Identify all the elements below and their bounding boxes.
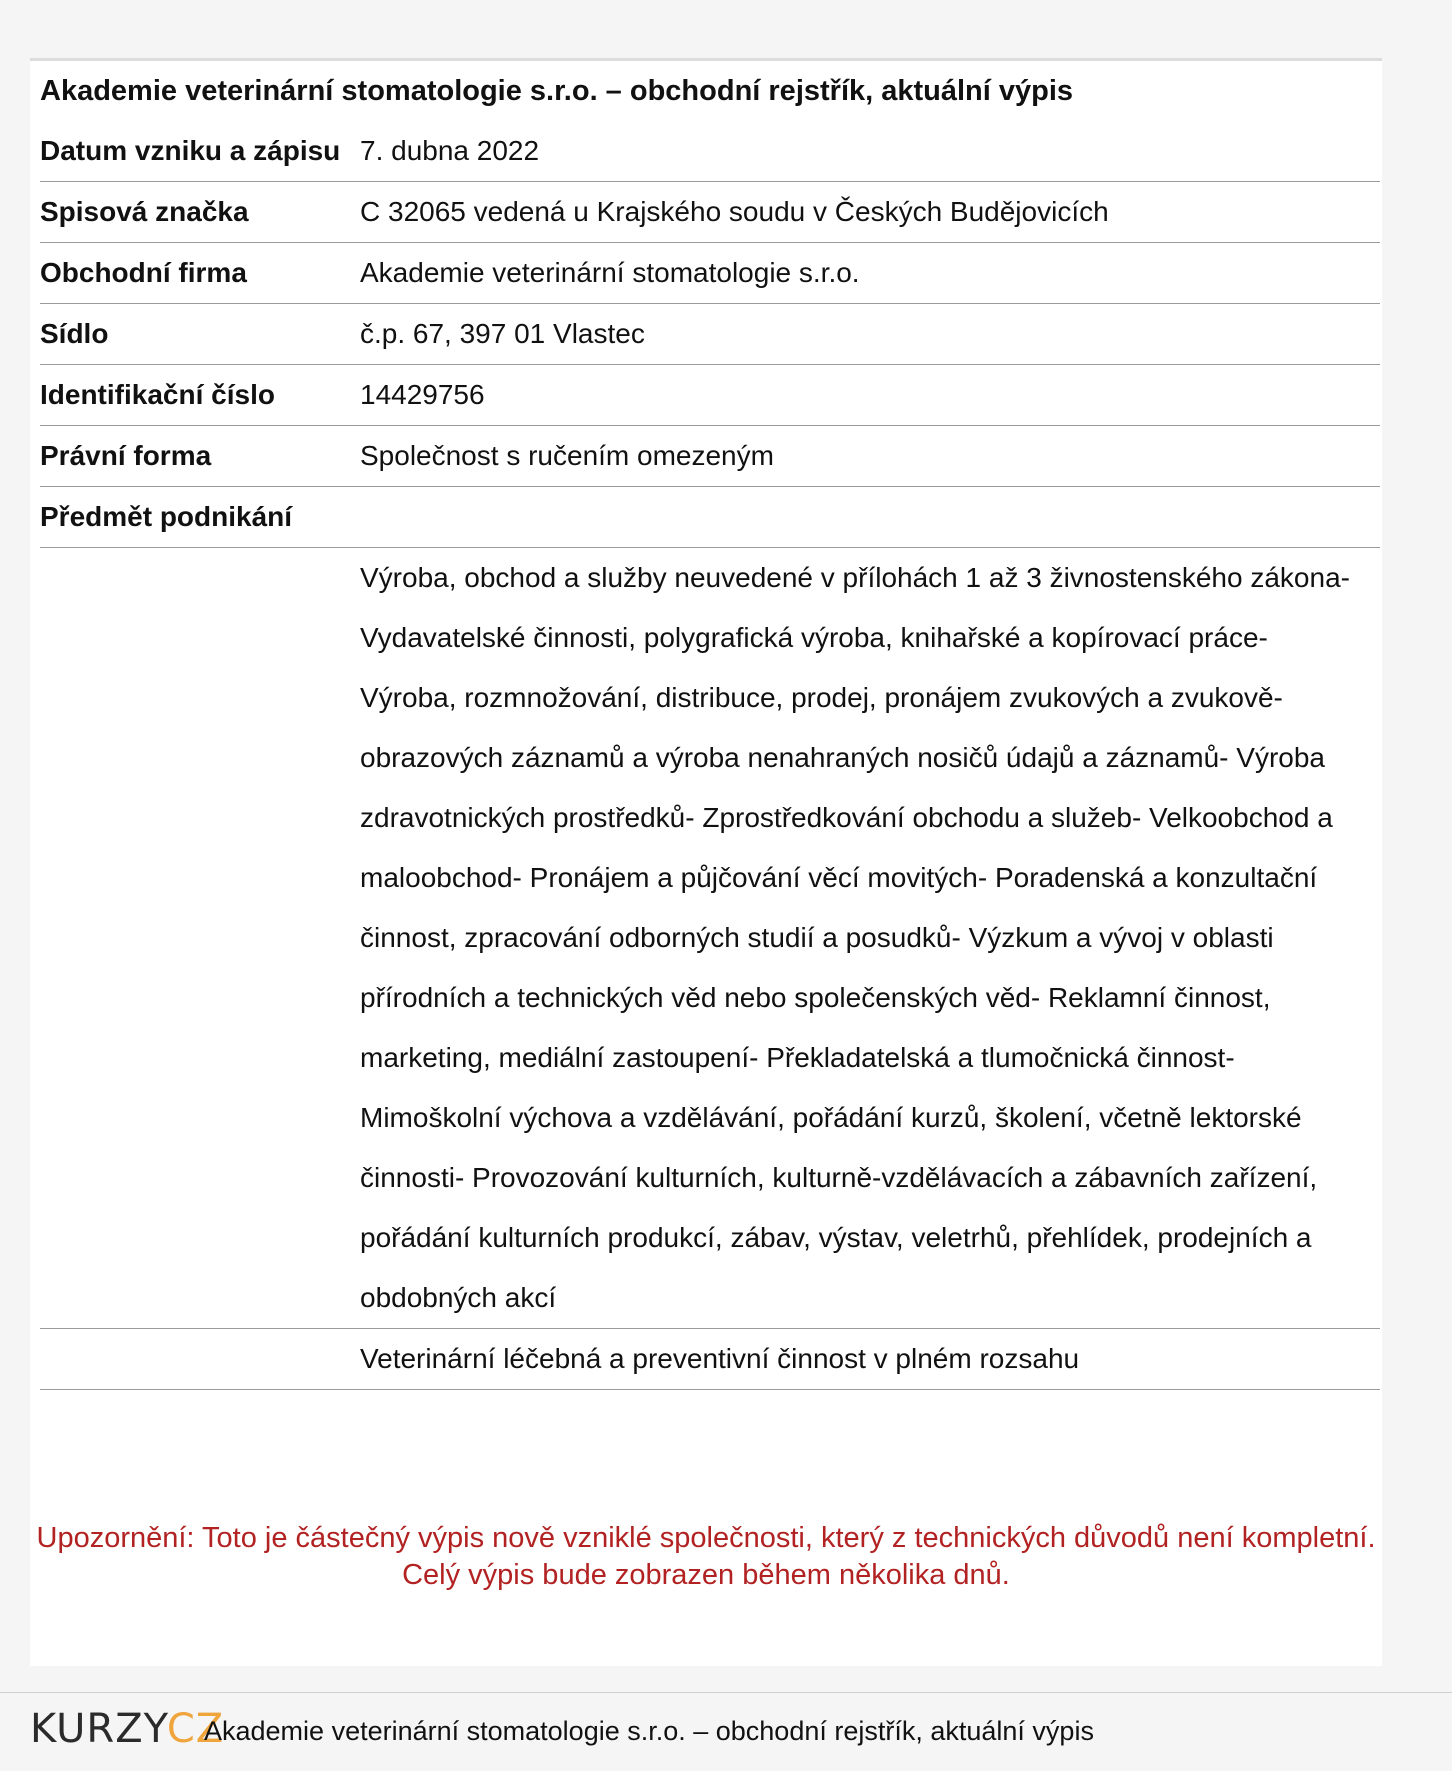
row-label-ico: Identifikační číslo xyxy=(40,365,360,426)
logo-text-right: CZ xyxy=(166,1706,225,1752)
kurzy-logo[interactable] xyxy=(30,1707,224,1751)
logo-text-left: KURZY xyxy=(30,1706,167,1752)
row-value-firma: Akademie veterinární stomatologie s.r.o. xyxy=(360,243,1380,304)
footer-title: Akademie veterinární stomatologie s.r.o. – obchodní rejstřík, aktuální výpis xyxy=(204,1716,1094,1746)
empty-cell xyxy=(40,548,360,1329)
row-value-datum: 7. dubna 2022 xyxy=(360,121,1380,182)
row-value-forma: Společnost s ručením omezeným xyxy=(360,426,1380,487)
table-row xyxy=(40,182,1380,243)
table-row xyxy=(40,426,1380,487)
row-label-datum: Datum vzniku a zápisu xyxy=(40,121,360,182)
row-label-spisova: Spisová značka xyxy=(40,182,360,243)
table-row xyxy=(40,487,1380,548)
page-title: Akademie veterinární stomatologie s.r.o. – obchodní rejstřík, aktuální výpis xyxy=(40,75,1074,107)
activity-item: Veterinární léčebná a preventivní činnost v plném rozsahu xyxy=(360,1329,1380,1390)
row-label-sidlo: Sídlo xyxy=(40,304,360,365)
table-row xyxy=(40,548,1380,1329)
footer xyxy=(0,1692,1452,1771)
table-row xyxy=(40,365,1380,426)
table-row xyxy=(40,121,1380,182)
row-label-firma: Obchodní firma xyxy=(40,243,360,304)
empty-cell xyxy=(40,1329,360,1390)
row-value-spisova: C 32065 vedená u Krajského soudu v Českých Budějovicích xyxy=(360,182,1380,243)
document-card xyxy=(30,58,1382,1666)
row-label-predmet: Předmět podnikání xyxy=(40,487,1380,548)
row-value-sidlo: č.p. 67, 397 01 Vlastec xyxy=(360,304,1380,365)
row-label-forma: Právní forma xyxy=(40,426,360,487)
partial-extract-warning: Upozornění: Toto je částečný výpis nově vzniklé společnosti, který z technických důvodů není kompletní. Celý výpis bude zobrazen během několika dnů. xyxy=(36,1522,1376,1591)
table-row xyxy=(40,1329,1380,1390)
table-row xyxy=(40,304,1380,365)
table-row xyxy=(40,243,1380,304)
row-value-ico: 14429756 xyxy=(360,365,1380,426)
activity-item: Výroba, obchod a služby neuvedené v přílohách 1 až 3 živnostenského zákona- Vydavatelské činnosti, polygrafická výroba, knihařské a kopírovací práce- Výroba, rozmnožování, distribuce, prodej, pronájem zvukových a zvukově-obrazových záznamů a výroba nenahraných nosičů údajů a záznamů- Výroba zdravotnických prostředků- Zprostředkování obchodu a služeb- Velkoobchod a maloobchod- Pronájem a půjčování věcí movitých- Poradenská a konzultační činnost, zpracování odborných studií a posudků- Výzkum a vývoj v oblasti přírodních a technických věd nebo společenských věd- Reklamní činnost, marketing, mediální zastoupení- Překladatelská a tlumočnická činnost- Mimoškolní výchova a vzdělávání, pořádání kurzů, školení, včetně lektorské činnosti- Provozování kulturních, kulturně-vzdělávacích a zábavních zařízení, pořádání kulturních produkcí, zábav, výstav, veletrhů, přehlídek, prodejních a obdobných akcí xyxy=(360,548,1380,1329)
registry-table xyxy=(40,121,1380,1390)
